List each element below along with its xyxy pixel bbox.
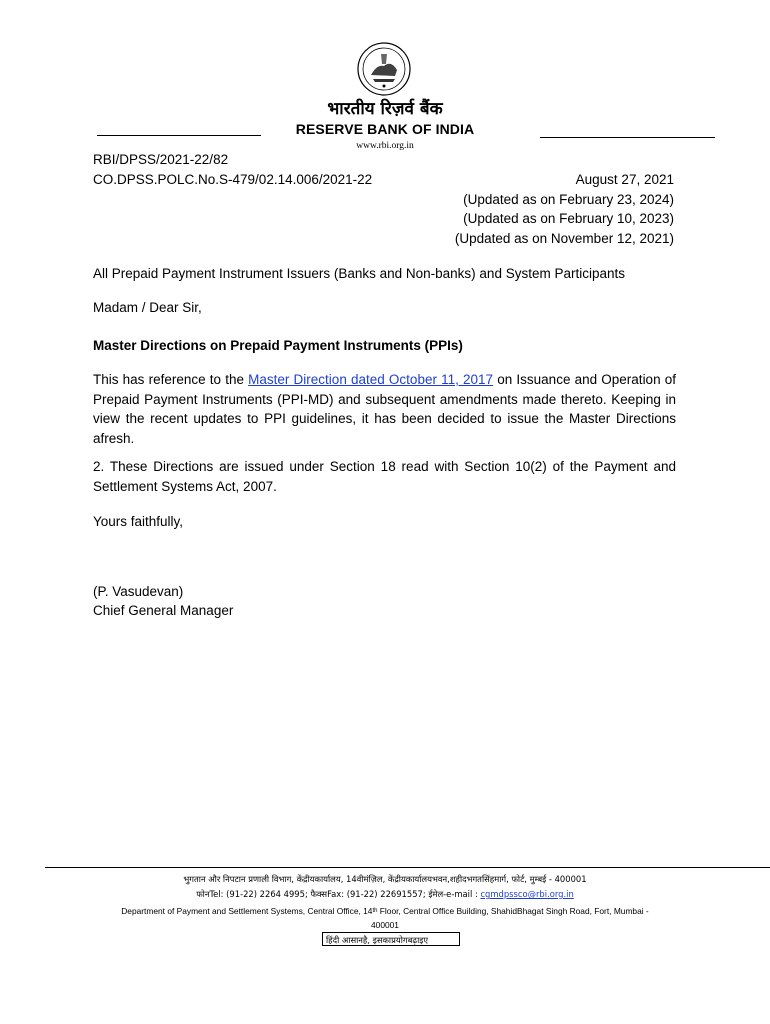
bank-name-hindi: भारतीय रिज़र्व बैंक: [327, 99, 443, 119]
footer-phone-fax: फोनTel: (91-22) 2264 4995; फैक्सFax: (91-22) 22691557; ईमेल-e-mail :: [196, 889, 481, 899]
footer-email-link[interactable]: cgmdpssco@rbi.org.in: [480, 889, 574, 899]
para1-text-start: This has reference to the: [93, 372, 249, 387]
rbi-emblem-icon: [357, 42, 411, 96]
footer-pin: 400001: [371, 920, 399, 930]
closing: Yours faithfully,: [93, 514, 184, 529]
bank-name-english: RESERVE BANK OF INDIA: [295, 121, 475, 137]
letter-date: August 27, 2021: [575, 172, 674, 187]
body-paragraph-2: 2. These Directions are issued under Section 18 read with Section 10(2) of the Payment and Settlement Systems Act, 2007.: [93, 459, 676, 494]
signatory-name: (P. Vasudevan): [93, 584, 184, 599]
footer-address-part-a: Department of Payment and Settlement Systems, Central Office, 14: [121, 906, 373, 916]
subject-line: Master Directions on Prepaid Payment Instruments (PPIs): [93, 338, 463, 353]
master-direction-link[interactable]: Master Direction dated October 11, 2017: [248, 372, 494, 387]
footer-address-hindi: भुगतान और निपटान प्रणाली विभाग, केंद्रीयकार्यालय, 14वीमंज़िल, केंद्रीयकार्यालयभवन,शहीदभगतसिंहमार्ग, फोर्ट, मुम्बई - 400001: [183, 874, 587, 884]
body-paragraph-1: [93, 370, 676, 448]
addressee: All Prepaid Payment Instrument Issuers (Banks and Non-banks) and System Participants: [93, 266, 625, 281]
footer-address-part-b: Floor, Central Office Building, ShahidBhagat Singh Road, Fort, Mumbai -: [377, 906, 649, 916]
footer-address-superscript: th: [372, 908, 378, 914]
hindi-promotion-box: हिंदी आसानहै, इसकाप्रयोगबढ़ाइए: [322, 932, 460, 946]
letterhead-rule-right: [540, 137, 715, 138]
website-text: www.rbi.org.in: [356, 141, 414, 151]
signatory-title: Chief General Manager: [93, 603, 234, 618]
reference-number-2: CO.DPSS.POLC.No.S-479/02.14.006/2021-22: [93, 172, 373, 187]
update-line: (Updated as on November 12, 2021): [454, 231, 674, 246]
reference-number-1: RBI/DPSS/2021-22/82: [93, 152, 229, 167]
update-line: (Updated as on February 23, 2024): [463, 192, 674, 207]
salutation: Madam / Dear Sir,: [93, 300, 202, 315]
footer-address-english: [0, 905, 770, 917]
footer-rule: [45, 867, 770, 868]
footer-contact: [0, 888, 770, 900]
para1-text-end: on Issuance and Operation of Prepaid Payment Instruments (PPI-MD) and subsequent amendments made thereto. Keeping in view the recent updates to PPI guidelines, it has been decided to issue the Master Directions afresh.: [93, 372, 676, 446]
update-line: (Updated as on February 10, 2023): [463, 211, 674, 226]
